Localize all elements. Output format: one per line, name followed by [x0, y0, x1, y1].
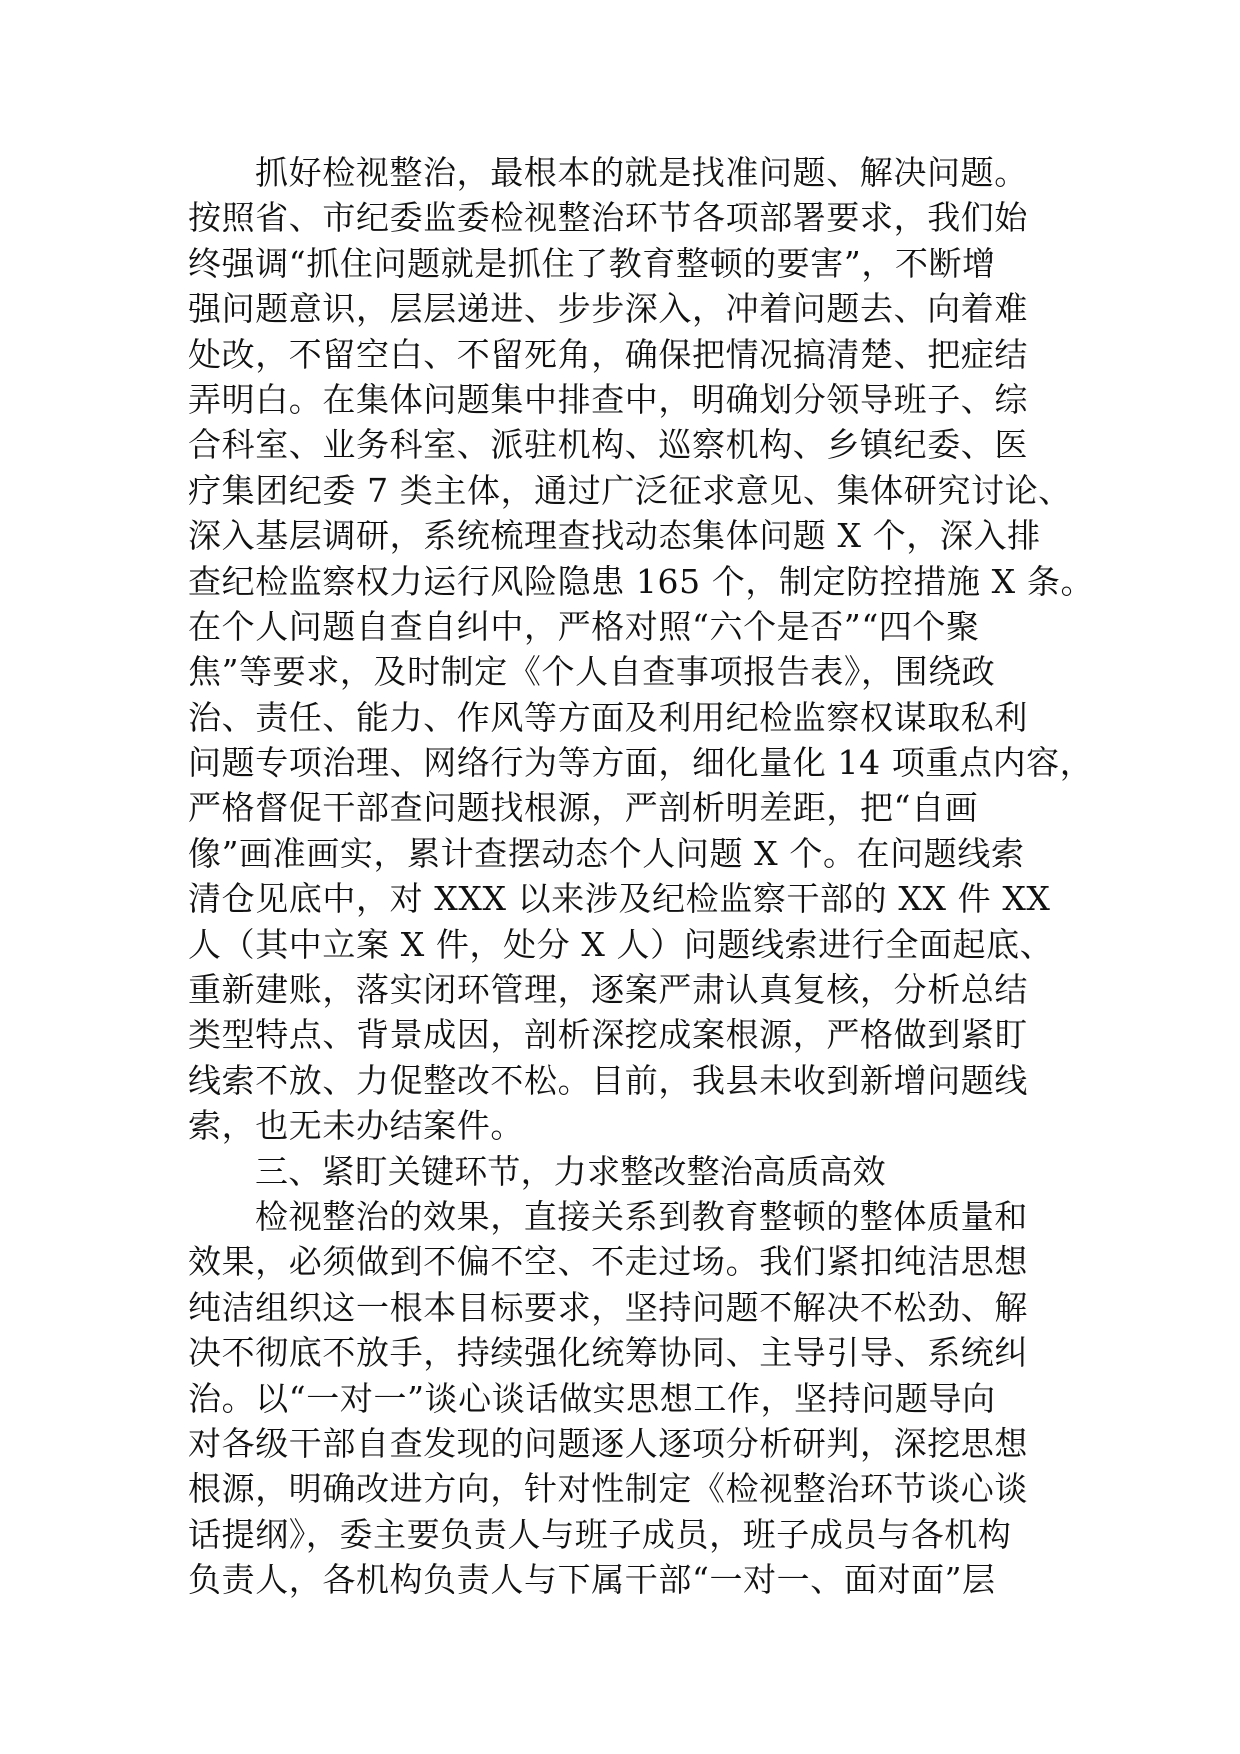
paragraph-line: 查纪检监察权力运行风险隐患 165 个，制定防控措施 X 条。 [188, 561, 1095, 601]
paragraph-line: 对各级干部自查发现的问题逐人逐项分析研判，深挖思想 [188, 1423, 1028, 1463]
paragraph-line: 纯洁组织这一根本目标要求，坚持问题不解决不松劲、解 [188, 1287, 1028, 1327]
paragraph-line: 合科室、业务科室、派驻机构、巡察机构、乡镇纪委、医 [188, 425, 1028, 465]
paragraph-line: 线索不放、力促整改不松。目前，我县未收到新增问题线 [188, 1060, 1028, 1100]
paragraph-line: 治。以“一对一”谈心谈话做实思想工作，坚持问题导向 [188, 1378, 996, 1418]
paragraph-line: 严格督促干部查问题找根源，严剖析明差距，把“自画 [188, 788, 979, 828]
paragraph-line: 深入基层调研，系统梳理查找动态集体问题 X 个，深入排 [188, 516, 1041, 556]
paragraph-line: 问题专项治理、网络行为等方面，细化量化 14 项重点内容， [188, 743, 1094, 783]
paragraph-line: 决不彻底不放手，持续强化统筹协同、主导引导、系统纠 [188, 1333, 1028, 1373]
paragraph-line: 强问题意识，层层递进、步步深入，冲着问题去、向着难 [188, 289, 1028, 329]
paragraph-line: 话提纲》，委主要负责人与班子成员，班子成员与各机构 [188, 1514, 1012, 1554]
paragraph-line: 效果，必须做到不偏不空、不走过场。我们紧扣纯洁思想 [188, 1242, 1028, 1282]
paragraph-line: 处改，不留空白、不留死角，确保把情况搞清楚、把症结 [188, 334, 1028, 374]
paragraph-line: 负责人，各机构负责人与下属干部“一对一、面对面”层 [188, 1560, 996, 1600]
paragraph-line: 治、责任、能力、作风等方面及利用纪检监察权谋取私利 [188, 697, 1028, 737]
paragraph-line: 弄明白。在集体问题集中排查中，明确划分领导班子、综 [188, 379, 1028, 419]
paragraph-line: 类型特点、背景成因，剖析深挖成案根源，严格做到紧盯 [188, 1015, 1028, 1055]
paragraph-line: 重新建账，落实闭环管理，逐案严肃认真复核，分析总结 [188, 970, 1028, 1010]
section-heading: 三、紧盯关键环节，力求整改整治高质高效 [255, 1151, 886, 1191]
paragraph-line: 终强调“抓住问题就是抓住了教育整顿的要害”，不断增 [188, 243, 996, 283]
paragraph-line: 人（其中立案 X 件，处分 X 人）问题线索进行全面起底、 [188, 924, 1054, 964]
document-body [188, 150, 1095, 1603]
paragraph-line: 根源，明确改进方向，针对性制定《检视整治环节谈心谈 [188, 1469, 1028, 1509]
paragraph-line: 检视整治的效果，直接关系到教育整顿的整体质量和 [255, 1196, 1028, 1236]
paragraph-line: 抓好检视整治，最根本的就是找准问题、解决问题。 [255, 153, 1028, 192]
paragraph-line: 按照省、市纪委监委检视整治环节各项部署要求，我们始 [188, 198, 1028, 238]
paragraph-line: 在个人问题自查自纠中，严格对照“六个是否”“四个聚 [188, 606, 980, 646]
paragraph-line: 焦”等要求，及时制定《个人自查事项报告表》，围绕政 [188, 652, 996, 692]
paragraph-line: 索，也无未办结案件。 [188, 1106, 524, 1146]
paragraph-line: 清仓见底中，对 XXX 以来涉及纪检监察干部的 XX 件 XX [188, 879, 1051, 919]
paragraph-line: 像”画准画实，累计查摆动态个人问题 X 个。在问题线索 [188, 833, 1025, 873]
paragraph-line: 疗集团纪委 7 类主体，通过广泛征求意见、集体研究讨论、 [188, 470, 1072, 510]
